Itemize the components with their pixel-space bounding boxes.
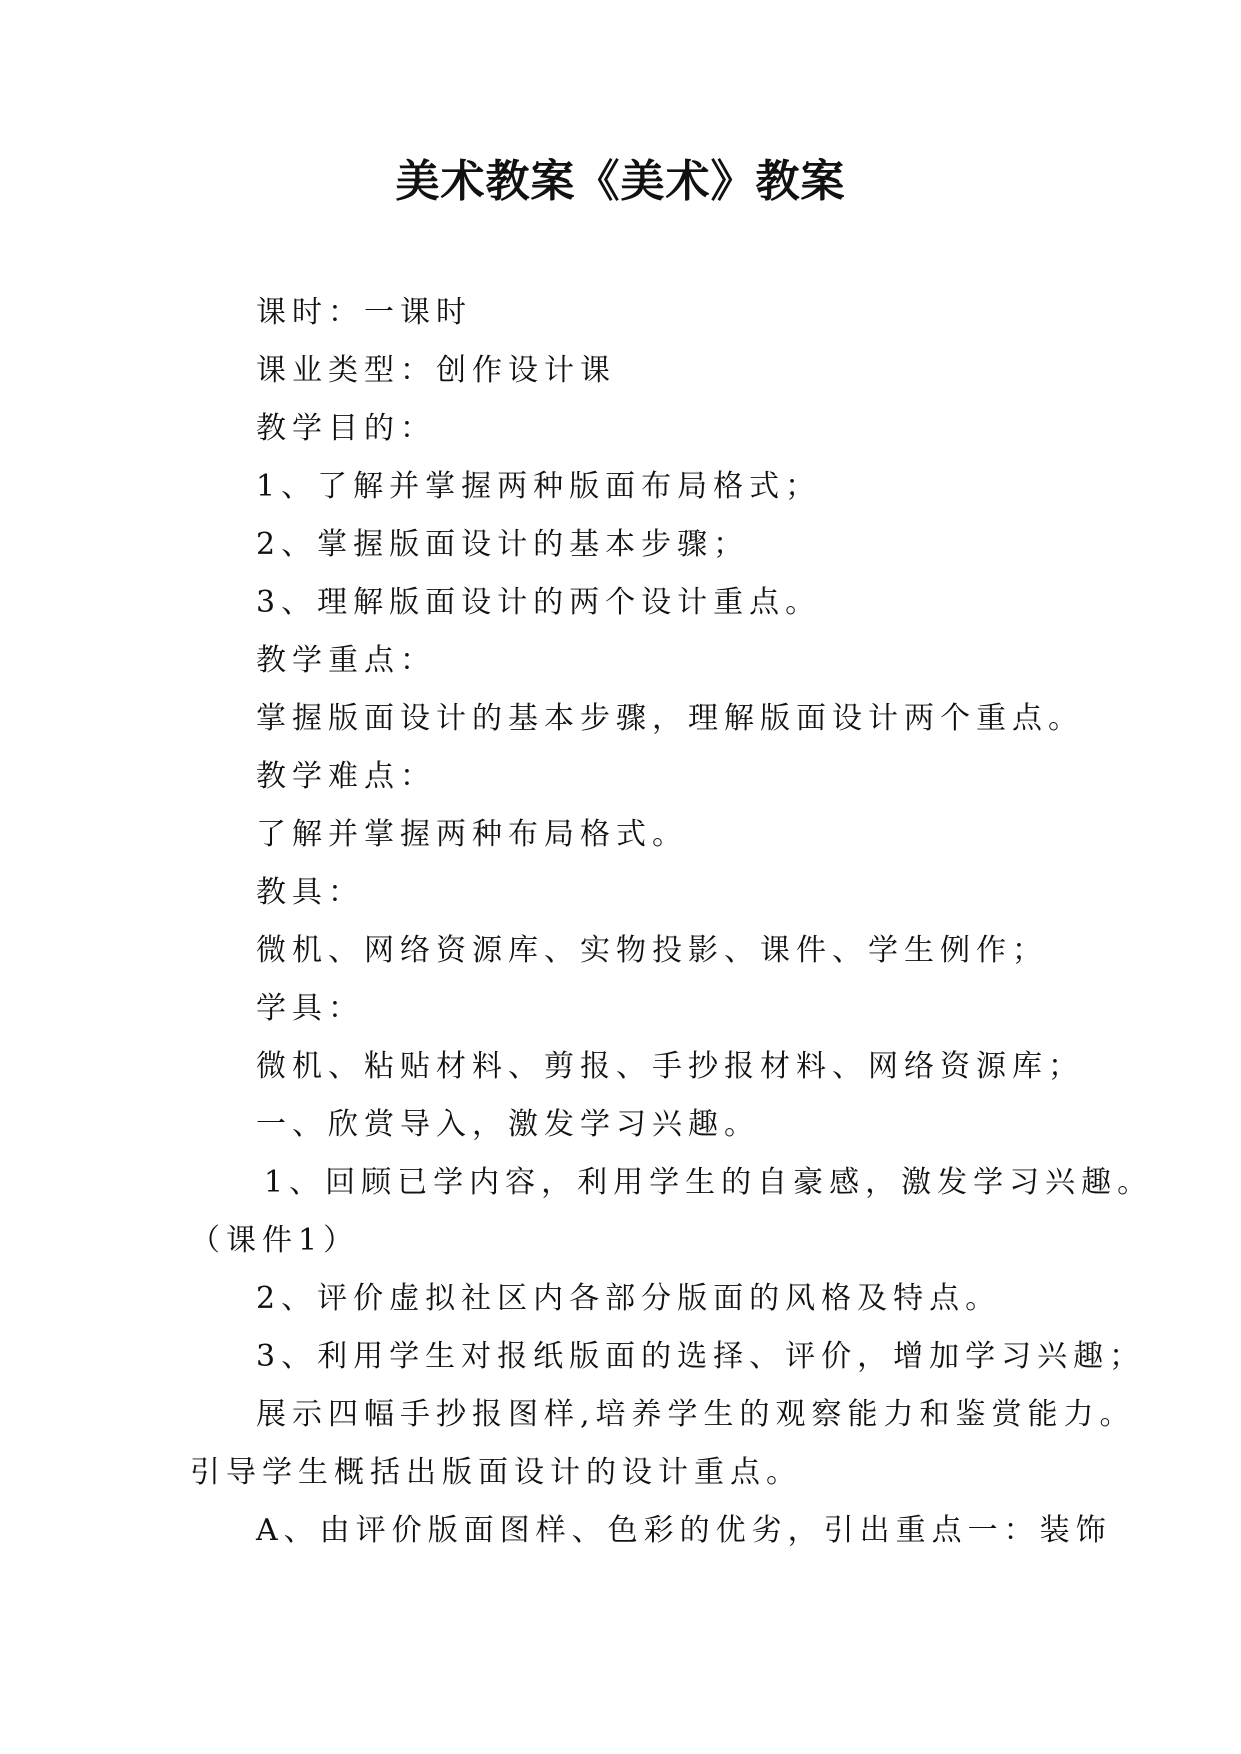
text-line: 展示四幅手抄报图样,培养学生的观察能力和鉴赏能力。 xyxy=(256,1397,1136,1432)
text-line: 1、了解并掌握两种版面布局格式； xyxy=(256,469,822,504)
text-line: 2、评价虚拟社区内各部分版面的风格及特点。 xyxy=(256,1281,1002,1316)
document-title: 美术教案《美术》教案 xyxy=(395,156,846,207)
text-line: 1、回顾已学内容，利用学生的自豪感，激发学习兴趣。 xyxy=(264,1165,1154,1200)
text-line: 教学重点： xyxy=(256,643,436,678)
text-line: 2、掌握版面设计的基本步骤； xyxy=(256,527,750,562)
text-line: 3、利用学生对报纸版面的选择、评价，增加学习兴趣； xyxy=(256,1339,1146,1374)
text-line: 微机、粘贴材料、剪报、手抄报材料、网络资源库； xyxy=(256,1049,1084,1084)
text-line: 课时：一课时 xyxy=(256,295,472,330)
text-line: 引导学生概括出版面设计的设计重点。 xyxy=(190,1455,802,1490)
text-line: 了解并掌握两种布局格式。 xyxy=(256,817,688,852)
text-line: 课业类型：创作设计课 xyxy=(256,353,616,388)
document-body xyxy=(190,284,1154,1560)
text-line: 微机、网络资源库、实物投影、课件、学生例作； xyxy=(256,933,1048,968)
text-line: 掌握版面设计的基本步骤，理解版面设计两个重点。 xyxy=(256,701,1084,736)
text-line: （课件1） xyxy=(190,1223,360,1258)
text-line: 3、理解版面设计的两个设计重点。 xyxy=(256,585,822,620)
text-line: 一、欣赏导入，激发学习兴趣。 xyxy=(256,1107,760,1142)
text-line: A、由评价版面图样、色彩的优劣，引出重点一：装饰 xyxy=(256,1513,1112,1548)
text-line: 学具： xyxy=(256,991,364,1026)
text-line: 教学目的： xyxy=(256,411,436,446)
text-line: 教学难点： xyxy=(256,759,436,794)
text-line: 教具： xyxy=(256,875,364,910)
